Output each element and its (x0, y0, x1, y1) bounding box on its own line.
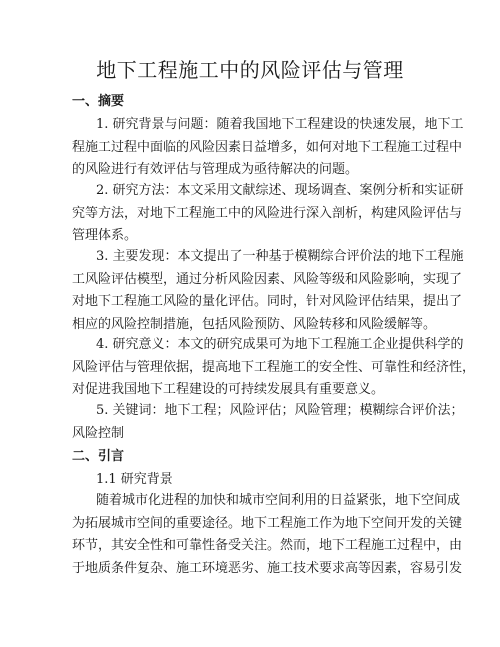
abstract-paragraph-keywords (72, 400, 464, 445)
paragraph-line: 的风险进行有效评估与管理成为亟待解决的问题。 (72, 162, 359, 177)
paragraph-line: 2. 研究方法：本文采用文献综述、现场调查、案例分析和实证研 (96, 183, 464, 198)
paragraph-line: 管理体系。 (72, 228, 138, 243)
abstract-paragraph-1 (72, 114, 464, 182)
paragraph-line: 程施工过程中面临的风险因素日益增多，如何对地下工程施工过程中 (72, 139, 463, 155)
paragraph-line: 工风险评估模型，通过分析风险因素、风险等级和风险影响，实现了 (72, 271, 463, 287)
section-heading-abstract: 一、摘要 (72, 94, 125, 109)
paragraph-line: 风险评估与管理依据，提高地下工程施工的安全性、可靠性和经济性， (72, 359, 476, 375)
abstract-paragraph-4 (72, 334, 476, 402)
paragraph-line: 对促进我国地下工程建设的可持续发展具有重要意义。 (72, 382, 385, 397)
paragraph-line: 对地下工程施工风险的量化评估。同时，针对风险评估结果，提出了 (72, 294, 463, 309)
paragraph-line: 4. 研究意义：本文的研究成果可为地下工程施工企业提供科学的 (96, 337, 464, 352)
section-heading-intro: 二、引言 (72, 449, 125, 464)
paragraph-line: 5. 关键词：地下工程；风险评估；风险管理；模糊综合评价法； (96, 403, 464, 418)
paragraph-line: 随着城市化进程的加快和城市空间利用的日益紧张，地下空间成 (96, 493, 461, 508)
paragraph-line: 为拓展城市空间的重要途径。地下工程施工作为地下空间开发的关键 (72, 515, 463, 531)
paragraph-line: 风险控制 (72, 425, 125, 441)
intro-paragraph (72, 490, 463, 580)
abstract-paragraph-3 (72, 246, 464, 336)
paragraph-line: 3. 主要发现：本文提出了一种基于模糊综合评价法的地下工程施 (96, 249, 464, 264)
paragraph-line: 1. 研究背景与问题：随着我国地下工程建设的快速发展，地下工 (96, 117, 464, 132)
document-title: 地下工程施工中的风险评估与管理 (96, 58, 404, 82)
subsection-heading-background: 1.1 研究背景 (96, 472, 173, 487)
paragraph-line: 相应的风险控制措施，包括风险预防、风险转移和风险缓解等。 (72, 316, 437, 332)
abstract-paragraph-2 (72, 180, 464, 248)
paragraph-line: 环节，其安全性和可靠性备受关注。然而，地下工程施工过程中，由 (72, 538, 463, 553)
paragraph-line: 究等方法，对地下工程施工中的风险进行深入剖析，构建风险评估与 (72, 205, 463, 221)
paragraph-line: 于地质条件复杂、施工环境恶劣、施工技术要求高等因素，容易引发 (72, 560, 463, 576)
